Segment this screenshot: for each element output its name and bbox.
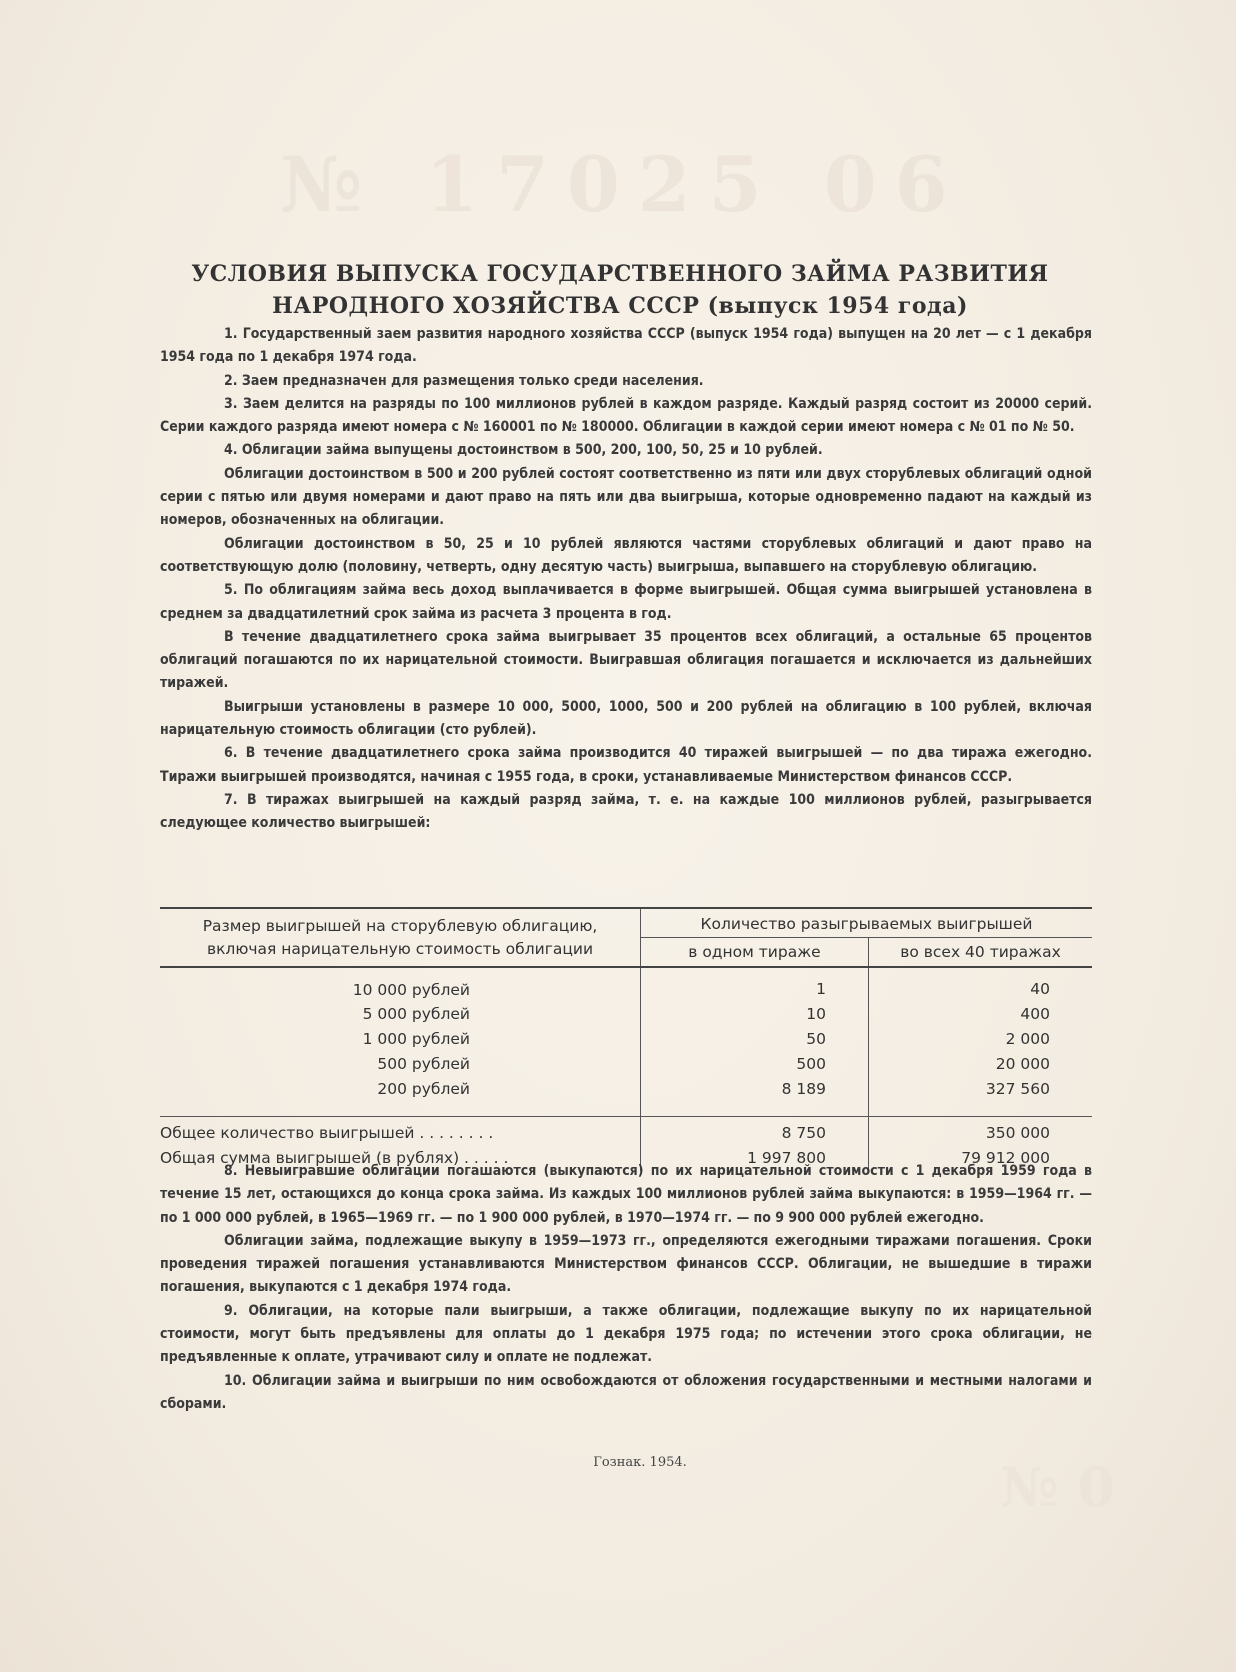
table-header-count: Количество разыгрываемых выигрышей [641, 908, 1093, 938]
paragraph: 8. Невыигравшие облигации погашаются (выкупаются) по их нарицательной стоимости с 1 декабря 1959 года в течение 15 лет, остающихся до конца срока займа. Из каждых 100 миллионов рублей займа выкупаются: в 1959—1964 гг. — по 1 000 000 рублей, в 1965—1969 гг. — по 1 900 000 рублей, в 1970—1974 гг. — по 9 900 000 рублей ежегодно. [160, 1163, 1092, 1226]
total-sum-label: Общая сумма выигрышей (в рублях) . . . . . [160, 1146, 641, 1171]
paragraph: 7. В тиражах выигрышей на каждый разряд займа, т. е. на каждые 100 миллионов рублей, разыгрывается следующее количество выигрышей: [160, 791, 1092, 832]
paragraph: Облигации достоинством в 50, 25 и 10 рублей являются частями сторублевых облигаций и дают право на соответствующую долю (половину, четверть, одну десятую часть) выигрыша, выпавшего на сторублевую облигацию. [160, 535, 1092, 575]
all-draws-cell: 20 000 [995, 1055, 1050, 1073]
table-header-all-draws: во всех 40 тиражах [869, 938, 1093, 968]
title-line-2: НАРОДНОГО ХОЗЯЙСТВА СССР (выпуск 1954 года) [272, 293, 968, 319]
paragraph: 2. Заем предназначен для размещения только среди населения. [224, 372, 704, 389]
conditions-text-continued [160, 1160, 1092, 1416]
title-line-1: УСЛОВИЯ ВЫПУСКА ГОСУДАРСТВЕННОГО ЗАЙМА РАЗВИТИЯ [191, 261, 1049, 287]
prize-size-cell: 200 рублей [160, 1077, 641, 1102]
show-through-serial-top: № 17025 06 [280, 140, 966, 229]
total-count-label: Общее количество выигрышей . . . . . . . . [160, 1117, 641, 1147]
prize-size-cell: 5 000 рублей [160, 1002, 641, 1027]
table-row [160, 1052, 1092, 1077]
paragraph: Облигации займа, подлежащие выкупу в 1959—1973 гг., определяются ежегодными тиражами погашения. Сроки проведения тиражей погашения устанавливаются Министерством финансов СССР. Облигации, не вышедшие в тиражи погашения, выкупаются с 1 декабря 1974 года. [160, 1232, 1092, 1296]
all-draws-cell: 327 560 [985, 1080, 1050, 1098]
one-draw-cell: 10 [641, 1002, 869, 1027]
paragraph: 10. Облигации займа и выигрыши по ним освобождаются от обложения государственными и местными налогами и сборами. [160, 1372, 1092, 1412]
paragraph: 3. Заем делится на разряды по 100 миллионов рублей в каждом разряде. Каждый разряд состоит из 20000 серий. Серии каждого разряда имеют номера с № 160001 по № 180000. Облигации в каждой серии имеют номера с № 01 по № 50. [160, 395, 1092, 436]
table-row [160, 1027, 1092, 1052]
paragraph: Выигрыши установлены в размере 10 000, 5000, 1000, 500 и 200 рублей на облигацию в 100 рублей, включая нарицательную стоимость облигации (сто рублей). [160, 698, 1092, 739]
table-header-prize-size: Размер выигрышей на сторублевую облигацию, включая нарицательную стоимость облигации [160, 908, 641, 967]
table-header-one-draw: в одном тираже [641, 938, 869, 968]
all-draws-cell: 40 [1030, 980, 1050, 998]
paragraph: 4. Облигации займа выпущены достоинством в 500, 200, 100, 50, 25 и 10 рублей. [224, 442, 823, 459]
winnings-table [160, 907, 1092, 1171]
paragraph: 9. Облигации, на которые пали выигрыши, а также облигации, подлежащие выкупу по их нарицательной стоимости, могут быть предъявлены для оплаты до 1 декабря 1975 года; по истечении этого срока облигации, не предъявленные к оплате, утрачивают силу и оплате не подлежат. [160, 1302, 1092, 1366]
prize-size-cell: 500 рублей [160, 1052, 641, 1077]
table-row [160, 967, 1092, 1002]
paragraph: В течение двадцатилетнего срока займа выигрывает 35 процентов всех облигаций, а остальные 65 процентов облигаций погашаются по их нарицательной стоимости. Выигравшая облигация погашается и исключается из дальнейших тиражей. [160, 628, 1092, 692]
total-count-all: 350 000 [985, 1124, 1050, 1142]
paragraph: 5. По облигациям займа весь доход выплачивается в форме выигрышей. Общая сумма выигрышей установлена в среднем за двадцатилетний срок займа из расчета 3 процента в год. [160, 582, 1092, 622]
one-draw-cell: 50 [641, 1027, 869, 1052]
prize-size-cell: 10 000 рублей [160, 967, 641, 1002]
total-sum-all: 79 912 000 [961, 1149, 1050, 1167]
one-draw-cell: 1 [641, 967, 869, 1002]
total-sum-one: 1 997 800 [641, 1146, 869, 1171]
show-through-serial-bottom: № 0 [1000, 1455, 1116, 1519]
printer-imprint: Гознак. 1954. [593, 1455, 687, 1470]
one-draw-cell: 500 [641, 1052, 869, 1077]
table-row [160, 1077, 1092, 1102]
all-draws-cell: 400 [1020, 1005, 1050, 1023]
paragraph: 1. Государственный заем развития народного хозяйства СССР (выпуск 1954 года) выпущен на 20 лет — с 1 декабря 1954 года по 1 декабря 1974 года. [160, 326, 1092, 366]
one-draw-cell: 8 189 [641, 1077, 869, 1102]
total-count-one: 8 750 [641, 1117, 869, 1147]
prize-size-cell: 1 000 рублей [160, 1027, 641, 1052]
conditions-text [160, 323, 1092, 836]
paragraph: 6. В течение двадцатилетнего срока займа производится 40 тиражей выигрышей — по два тиража ежегодно. Тиражи выигрышей производятся, начиная с 1955 года, в сроки, устанавливаемые Министерством финансов СССР. [160, 745, 1092, 785]
table-row [160, 1002, 1092, 1027]
table-separator [160, 1102, 1092, 1117]
document-title [160, 258, 1080, 322]
paragraph: Облигации достоинством в 500 и 200 рублей состоят соответственно из пяти или двух сторублевых облигаций одной серии с пятью или двумя номерами и дают право на пять или два выигрыша, которые одновременно падают на каждый из номеров, обозначенных на облигации. [160, 465, 1092, 529]
all-draws-cell: 2 000 [1005, 1030, 1050, 1048]
table-total-row [160, 1117, 1092, 1147]
